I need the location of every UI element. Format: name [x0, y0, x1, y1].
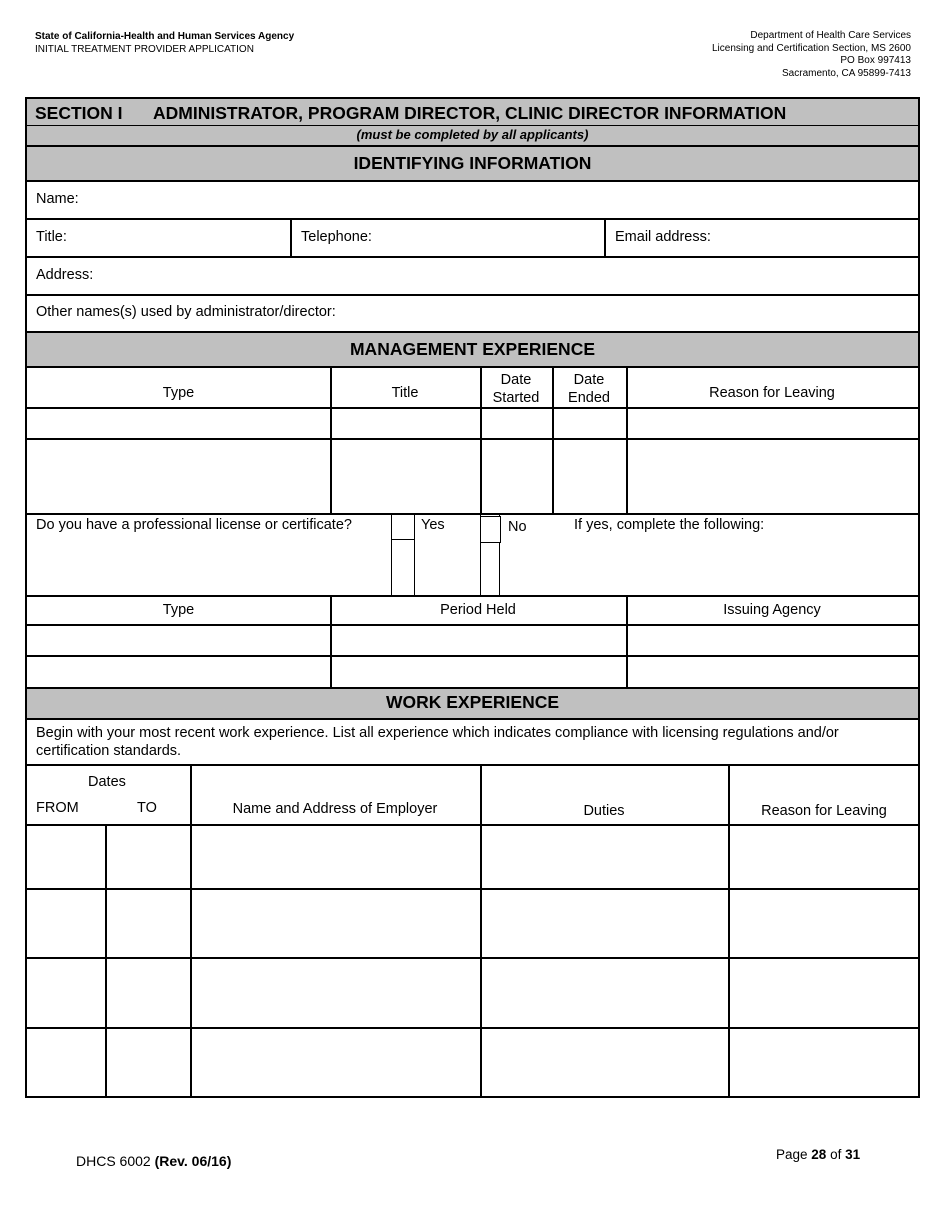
mgmt-row-1-type[interactable] [28, 409, 328, 437]
form-name: INITIAL TREATMENT PROVIDER APPLICATION [35, 44, 254, 55]
work-row-4-employer[interactable] [193, 1030, 478, 1095]
divider [27, 331, 918, 333]
other-names-field[interactable] [355, 296, 915, 331]
mgmt-row-1-date-ended[interactable] [555, 409, 624, 437]
mgmt-row-1-title[interactable] [333, 409, 478, 437]
mgmt-row-2-title[interactable] [333, 440, 478, 512]
mgmt-col-date-ended-2: Ended [568, 390, 610, 406]
address-label: Address: [36, 267, 94, 283]
telephone-field[interactable] [380, 220, 602, 255]
page-current: 28 [811, 1147, 827, 1162]
mgmt-row-2-date-started[interactable] [483, 440, 550, 512]
work-row-2-reason[interactable] [731, 891, 916, 956]
header-left [35, 30, 294, 56]
work-row-1-reason[interactable] [731, 827, 916, 887]
divider [27, 718, 918, 720]
work-row-3-employer[interactable] [193, 960, 478, 1026]
divider [105, 825, 107, 1097]
work-row-2-from[interactable] [28, 891, 103, 956]
mgmt-row-2-reason[interactable] [629, 440, 916, 512]
license-row-1-type[interactable] [28, 626, 328, 654]
mgmt-row-2-type[interactable] [28, 440, 328, 512]
license-row-2-period[interactable] [333, 657, 624, 686]
license-col-type: Type [162, 602, 195, 618]
work-instruction-1: Begin with your most recent work experience. List all experience which indicates compliance with licensing regulations and/or [36, 725, 839, 741]
header-right [712, 30, 911, 80]
license-row-1-period[interactable] [333, 626, 624, 654]
department-name: Department of Health Care Services [750, 30, 911, 41]
email-label: Email address: [615, 229, 711, 245]
address-field[interactable] [100, 258, 915, 293]
work-heading: WORK EXPERIENCE [385, 692, 560, 712]
divider [27, 687, 918, 689]
work-row-3-duties[interactable] [483, 960, 726, 1026]
mgmt-col-date-ended-1: Date [573, 372, 605, 388]
divider [27, 764, 918, 766]
mgmt-col-reason: Reason for Leaving [709, 385, 835, 401]
work-row-4-reason[interactable] [731, 1030, 916, 1095]
work-col-dates: Dates [88, 774, 126, 790]
work-col-duties: Duties [583, 803, 625, 819]
license-yes-label: Yes [421, 517, 445, 533]
city-address: Sacramento, CA 95899-7413 [782, 67, 911, 79]
work-col-employer: Name and Address of Employer [232, 801, 438, 817]
title-label: Title: [36, 229, 67, 245]
po-box: PO Box 997413 [840, 55, 911, 66]
divider [27, 125, 918, 126]
work-row-1-from[interactable] [28, 827, 103, 887]
mgmt-row-2-date-ended[interactable] [555, 440, 624, 512]
work-row-1-employer[interactable] [193, 827, 478, 887]
mgmt-col-date-started-1: Date [500, 372, 532, 388]
mgmt-col-type: Type [162, 385, 195, 401]
divider [27, 888, 918, 890]
form-number: DHCS 6002 [76, 1153, 151, 1169]
license-col-period: Period Held [440, 602, 516, 618]
divider [604, 219, 606, 256]
name-label: Name: [36, 191, 79, 207]
work-row-4-from[interactable] [28, 1030, 103, 1095]
mgmt-col-date-started-2: Started [492, 390, 540, 406]
form-number-line [76, 1153, 231, 1169]
identifying-heading: IDENTIFYING INFORMATION [353, 153, 592, 173]
license-row-2-agency[interactable] [629, 657, 916, 686]
work-instruction-2: certification standards. [36, 743, 182, 759]
section-number: SECTION I [35, 103, 123, 123]
license-question: Do you have a professional license or certificate? [36, 517, 352, 533]
email-field[interactable] [720, 220, 915, 255]
telephone-label: Telephone: [301, 229, 372, 245]
work-row-2-to[interactable] [108, 891, 188, 956]
work-col-to: TO [137, 800, 157, 816]
mgmt-row-1-date-started[interactable] [483, 409, 550, 437]
agency-name: State of California-Health and Human Services Agency [35, 31, 295, 42]
divider [27, 1027, 918, 1029]
form-revision: (Rev. 06/16) [154, 1153, 232, 1169]
work-row-4-to[interactable] [108, 1030, 188, 1095]
divider [27, 824, 918, 826]
work-row-2-employer[interactable] [193, 891, 478, 956]
divider [27, 513, 918, 515]
work-col-reason: Reason for Leaving [761, 803, 887, 819]
page-total: 31 [845, 1147, 861, 1162]
divider [27, 957, 918, 959]
work-row-3-reason[interactable] [731, 960, 916, 1026]
divider [290, 219, 292, 256]
page-number [776, 1147, 860, 1162]
license-row-1-agency[interactable] [629, 626, 916, 654]
license-instruction: If yes, complete the following: [574, 517, 765, 533]
divider [27, 366, 918, 368]
work-row-4-duties[interactable] [483, 1030, 726, 1095]
work-row-3-to[interactable] [108, 960, 188, 1026]
work-row-1-duties[interactable] [483, 827, 726, 887]
section-note: (must be completed by all applicants) [356, 127, 589, 142]
license-no-label: No [508, 519, 527, 535]
license-no-checkbox[interactable] [480, 516, 501, 543]
section-title: ADMINISTRATOR, PROGRAM DIRECTOR, CLINIC DIRECTOR INFORMATION [153, 103, 787, 123]
mgmt-col-title: Title [391, 385, 419, 401]
title-field[interactable] [75, 220, 287, 255]
page-word: Page [776, 1147, 808, 1162]
mgmt-row-1-reason[interactable] [629, 409, 916, 437]
license-col-agency: Issuing Agency [723, 602, 821, 618]
work-row-2-duties[interactable] [483, 891, 726, 956]
license-yes-checkbox[interactable] [391, 514, 415, 540]
divider [27, 595, 918, 597]
section-name: Licensing and Certification Section, MS 2600 [711, 42, 911, 54]
page-of: of [830, 1147, 842, 1162]
other-names-label: Other names(s) used by administrator/director: [36, 304, 336, 320]
license-row-2-type[interactable] [28, 657, 328, 686]
work-row-3-from[interactable] [28, 960, 103, 1026]
work-row-1-to[interactable] [108, 827, 188, 887]
name-field[interactable] [85, 182, 915, 217]
divider [27, 145, 918, 147]
management-heading: MANAGEMENT EXPERIENCE [349, 339, 596, 359]
work-col-from: FROM [36, 800, 79, 816]
